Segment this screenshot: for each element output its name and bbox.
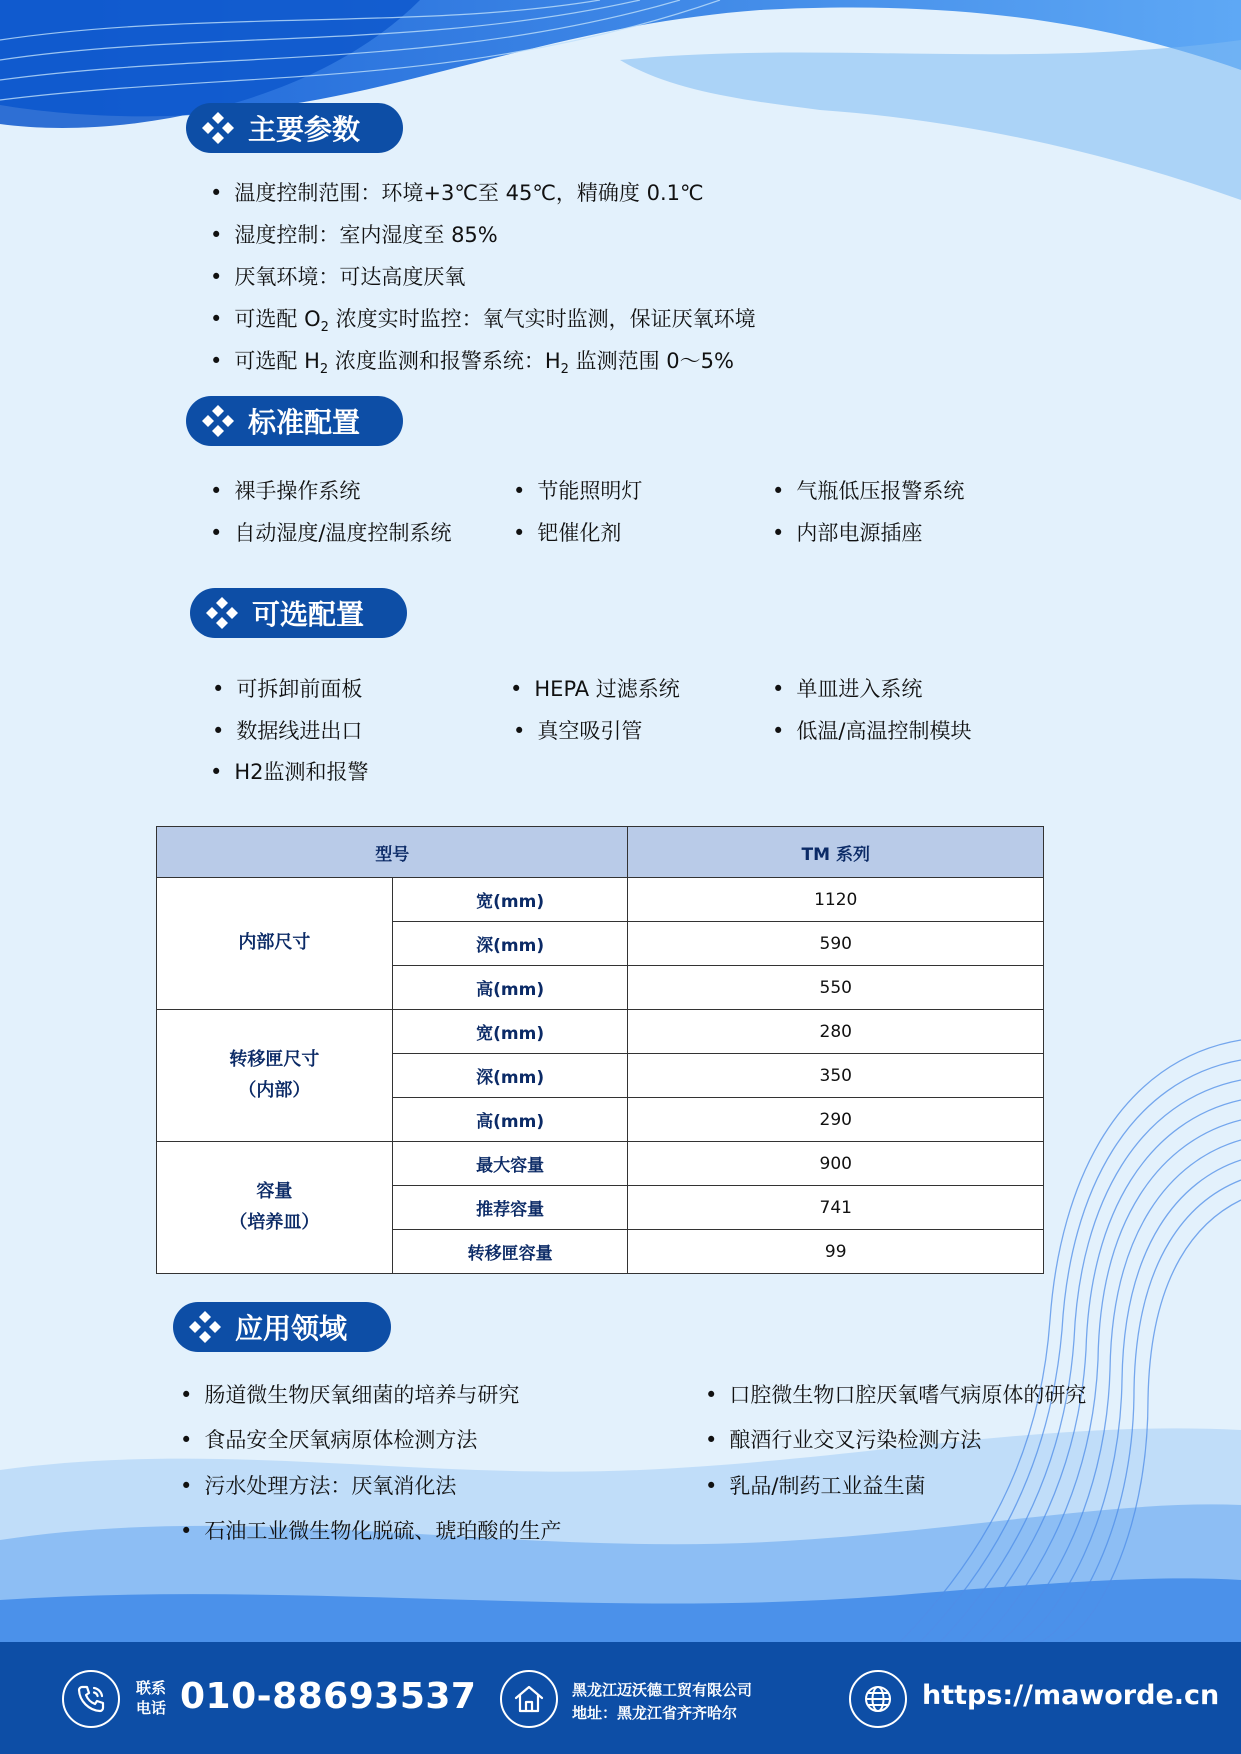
list-item: • 食品安全厌氧病原体检测方法 — [180, 1424, 477, 1454]
list-item: • 数据线进出口 — [212, 715, 362, 745]
table-row — [157, 1142, 1044, 1186]
list-item: • 节能照明灯 — [513, 475, 642, 505]
diamond-icon — [187, 1309, 223, 1345]
diamond-icon — [200, 403, 236, 439]
list-item-o2: • 可选配 $O_2$ 浓度实时监控：氧气实时监测，保证厌氧环境 — [210, 303, 756, 335]
list-item: • 肠道微生物厌氧细菌的培养与研究 — [180, 1379, 519, 1409]
list-item: • 乳品/制药工业益生菌 — [705, 1470, 925, 1500]
list-item: • 口腔微生物口腔厌氧嗜气病原体的研究 — [705, 1379, 1086, 1409]
table-header-series: TM 系列 — [628, 827, 1044, 878]
row-label: 最大容量 — [392, 1142, 628, 1186]
list-item: • 温度控制范围：环境+3℃至 45℃，精确度 0.1℃ — [210, 177, 704, 207]
row-label: 推荐容量 — [392, 1186, 628, 1230]
section-header-main-params — [186, 103, 403, 153]
list-item: • 酿酒行业交叉污染检测方法 — [705, 1424, 981, 1454]
row-label: 转移匣容量 — [392, 1230, 628, 1274]
row-value: 590 — [628, 922, 1044, 966]
home-icon — [500, 1670, 558, 1728]
row-value: 290 — [628, 1098, 1044, 1142]
row-value: 280 — [628, 1010, 1044, 1054]
company-address: 地址：黑龙江省齐齐哈尔 — [572, 1704, 738, 1722]
spec-table — [156, 826, 1044, 1274]
table-header-model: 型号 — [157, 827, 628, 878]
footer-bar — [0, 1642, 1241, 1754]
list-item: • 污水处理方法：厌氧消化法 — [180, 1470, 456, 1500]
row-label: 深(mm) — [392, 922, 628, 966]
phone-icon — [62, 1670, 120, 1728]
list-item: • 真空吸引管 — [513, 715, 642, 745]
row-label: 高(mm) — [392, 1098, 628, 1142]
section-title: 标准配置 — [248, 406, 361, 439]
row-value: 741 — [628, 1186, 1044, 1230]
phone-number[interactable]: 010-88693537 — [180, 1676, 477, 1717]
company-name: 黑龙江迈沃德工贸有限公司 — [572, 1681, 753, 1699]
list-item: • HEPA 过滤系统 — [510, 673, 680, 703]
row-value: 900 — [628, 1142, 1044, 1186]
list-item: • 低温/高温控制模块 — [772, 715, 971, 745]
row-value: 550 — [628, 966, 1044, 1010]
list-item-h2: • 可选配 $H_2$ 浓度监测和报警系统：$H_2$ 监测范围 0～5% — [210, 345, 734, 377]
list-item: • 湿度控制：室内湿度至 85% — [210, 219, 498, 249]
website-link[interactable]: https://maworde.cn — [922, 1680, 1220, 1711]
row-label: 高(mm) — [392, 966, 628, 1010]
list-item: • 内部电源插座 — [772, 517, 922, 547]
list-item: • 可拆卸前面板 — [212, 673, 362, 703]
list-item: • 钯催化剂 — [513, 517, 621, 547]
table-row — [157, 1010, 1044, 1054]
list-item: • H2监测和报警 — [210, 756, 369, 786]
list-item: • 单皿进入系统 — [772, 673, 922, 703]
section-title: 应用领域 — [235, 1312, 348, 1345]
list-item: • 裸手操作系统 — [210, 475, 360, 505]
row-value: 99 — [628, 1230, 1044, 1274]
group-label: 容量 （培养皿） — [157, 1142, 393, 1274]
list-item: • 厌氧环境：可达高度厌氧 — [210, 261, 465, 291]
list-item: • 自动湿度/温度控制系统 — [210, 517, 451, 547]
table-row — [157, 878, 1044, 922]
section-header-applications — [173, 1302, 391, 1352]
row-value: 1120 — [628, 878, 1044, 922]
row-label: 深(mm) — [392, 1054, 628, 1098]
section-header-standard — [186, 396, 403, 446]
diamond-icon — [200, 110, 236, 146]
row-label: 宽(mm) — [392, 878, 628, 922]
contact-label: 联系 电话 — [136, 1679, 167, 1717]
globe-icon — [849, 1670, 907, 1728]
table-header-row — [157, 827, 1044, 878]
diamond-icon — [204, 595, 240, 631]
row-label: 宽(mm) — [392, 1010, 628, 1054]
group-label: 内部尺寸 — [157, 878, 393, 1010]
section-header-optional — [190, 588, 407, 638]
row-value: 350 — [628, 1054, 1044, 1098]
group-label: 转移匣尺寸 （内部） — [157, 1010, 393, 1142]
list-item: • 石油工业微生物化脱硫、琥珀酸的生产 — [180, 1515, 561, 1545]
section-title: 主要参数 — [248, 113, 361, 146]
list-item: • 气瓶低压报警系统 — [772, 475, 964, 505]
section-title: 可选配置 — [252, 598, 365, 631]
